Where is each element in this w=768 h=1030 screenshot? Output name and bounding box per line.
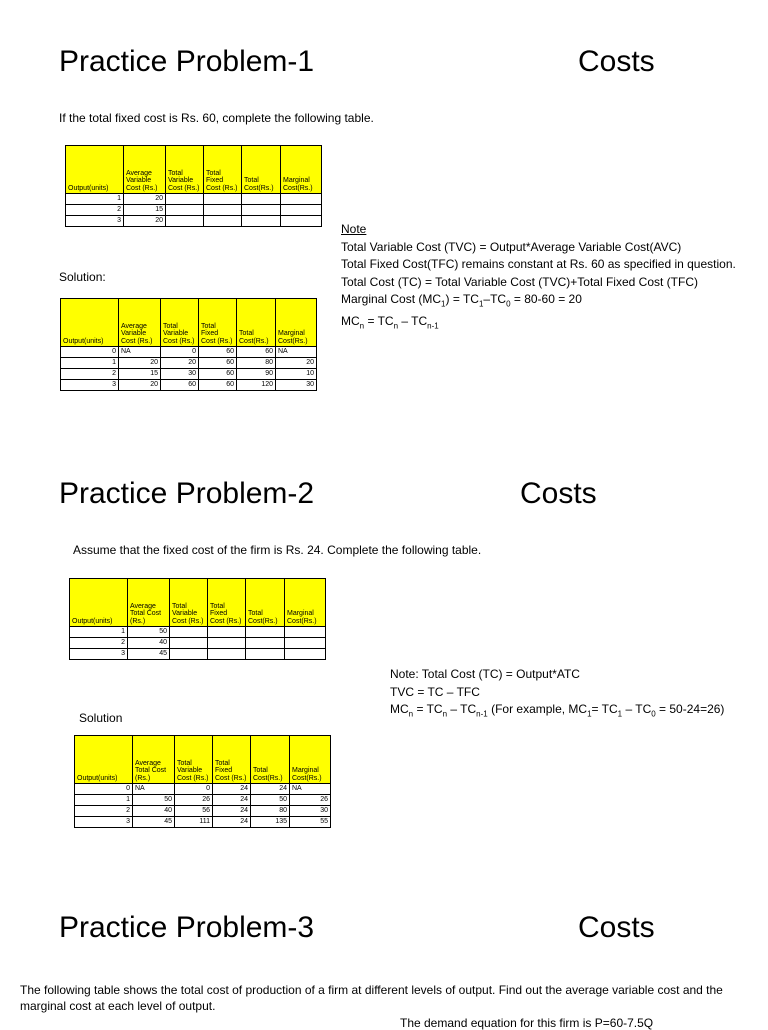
solution-note (341, 221, 736, 335)
table-cell: 0 (161, 347, 199, 358)
problem-statement: If the total fixed cost is Rs. 60, complete the following table. (59, 111, 374, 125)
table-cell (281, 216, 322, 227)
slide-title: Practice Problem-1 (59, 45, 315, 78)
table-cell: 90 (237, 369, 276, 380)
question-table (69, 578, 326, 660)
table-row (61, 347, 317, 358)
table-cell: 30 (276, 380, 317, 391)
table-cell: 40 (133, 806, 175, 817)
table-cell: 20 (161, 358, 199, 369)
slide-title: Practice Problem-3 (59, 911, 315, 944)
table-cell: 2 (70, 638, 128, 649)
solution-label: Solution (79, 711, 123, 725)
table-row (75, 806, 331, 817)
table-cell: 24 (213, 817, 251, 828)
table-cell (166, 194, 204, 205)
table-cell: 80 (251, 806, 290, 817)
header-tfc: Total Fixed Cost (Rs.) (208, 579, 246, 627)
header-output: Output(units) (61, 299, 119, 347)
table-cell: 111 (175, 817, 213, 828)
table-cell (166, 205, 204, 216)
table-cell: 30 (290, 806, 331, 817)
table-cell: 10 (276, 369, 317, 380)
table-cell (281, 205, 322, 216)
slide-topic: Costs (520, 477, 597, 510)
table-cell: 50 (128, 627, 170, 638)
table-cell: 56 (175, 806, 213, 817)
table-cell: 45 (128, 649, 170, 660)
table-cell: 2 (66, 205, 124, 216)
table-cell: 20 (276, 358, 317, 369)
table-cell: 20 (119, 358, 161, 369)
table-cell: 2 (61, 369, 119, 380)
header-output: Output(units) (66, 146, 124, 194)
table-cell: 120 (237, 380, 276, 391)
table-row (75, 784, 331, 795)
table-cell: 15 (124, 205, 166, 216)
table-row (70, 627, 326, 638)
table-cell: 60 (199, 380, 237, 391)
table-cell (246, 649, 285, 660)
table-row (75, 817, 331, 828)
table-cell: 24 (213, 795, 251, 806)
table-cell (204, 216, 242, 227)
table-cell: NA (119, 347, 161, 358)
table-cell: 1 (75, 795, 133, 806)
table-cell: 2 (75, 806, 133, 817)
table-cell: 24 (251, 784, 290, 795)
table-cell: 20 (124, 194, 166, 205)
table-body (66, 194, 322, 227)
table-cell (208, 627, 246, 638)
table-cell: 60 (199, 369, 237, 380)
table-cell: 0 (175, 784, 213, 795)
table-cell: 3 (75, 817, 133, 828)
table-cell (246, 638, 285, 649)
table-cell: 3 (70, 649, 128, 660)
table-cell (170, 627, 208, 638)
slide-practice-problem-1 (0, 0, 768, 432)
table-row (66, 216, 322, 227)
table-cell: 135 (251, 817, 290, 828)
header-tc: Total Cost(Rs.) (237, 299, 276, 347)
header-output: Output(units) (75, 736, 133, 784)
header-tvc: Total Variable Cost (Rs.) (161, 299, 199, 347)
table-cell: 26 (290, 795, 331, 806)
table-cell (242, 194, 281, 205)
problem-statement: The following table shows the total cost of production of a firm at different levels of output. Find out the average variable cost and the marginal cost at each level of output. (20, 983, 723, 1013)
table-cell: 50 (251, 795, 290, 806)
table-row (66, 194, 322, 205)
table-cell (246, 627, 285, 638)
table-cell: 30 (161, 369, 199, 380)
header-atc: Average Total Cost (Rs.) (133, 736, 175, 784)
table-body (75, 784, 331, 828)
table-cell: NA (133, 784, 175, 795)
note-line-mcn: $MC_n = TC_n - TC_{n-1}$ (For example, $MC_1= TC_1 - TC_0 = 50-24=26$) (390, 702, 725, 719)
note-line-mc1: Marginal Cost $(MC_1) = TC_1-TC_0 = 80-60 = 20$ (341, 292, 582, 309)
table-cell (242, 216, 281, 227)
table-cell: 60 (199, 347, 237, 358)
header-mc: Marginal Cost(Rs.) (290, 736, 331, 784)
note-line: Total Variable Cost (TVC) = Output*Average Variable Cost(AVC) (341, 239, 682, 254)
table-row (61, 369, 317, 380)
table-row (70, 649, 326, 660)
table-row (61, 358, 317, 369)
problem-statement: Assume that the fixed cost of the firm is Rs. 24. Complete the following table. (73, 543, 482, 557)
question-table (65, 145, 322, 227)
header-tc: Total Cost(Rs.) (242, 146, 281, 194)
header-tfc: Total Fixed Cost (Rs.) (204, 146, 242, 194)
table-body (70, 627, 326, 660)
table-cell (242, 205, 281, 216)
table-cell: NA (290, 784, 331, 795)
table-cell (281, 194, 322, 205)
table-cell (208, 638, 246, 649)
table-cell: 15 (119, 369, 161, 380)
table-cell: 3 (66, 216, 124, 227)
table-row (61, 380, 317, 391)
table-cell: 40 (128, 638, 170, 649)
header-tfc: Total Fixed Cost (Rs.) (199, 299, 237, 347)
note-line: Note: Total Cost (TC) = Output*ATC (390, 667, 580, 681)
table-cell (285, 638, 326, 649)
solution-table (74, 735, 331, 828)
table-cell: 20 (119, 380, 161, 391)
solution-note (390, 666, 724, 723)
table-cell (170, 649, 208, 660)
table-cell: 3 (61, 380, 119, 391)
table-cell: 1 (70, 627, 128, 638)
note-line: Total Fixed Cost(TFC) remains constant at Rs. 60 as specified in question. (341, 257, 736, 271)
table-cell: 1 (66, 194, 124, 205)
header-avc: Average Variable Cost (Rs.) (124, 146, 166, 194)
table-cell (208, 649, 246, 660)
note-line: TVC = TC – TFC (390, 684, 480, 699)
table-cell (204, 205, 242, 216)
slide-topic: Costs (578, 911, 655, 944)
table-cell: 45 (133, 817, 175, 828)
table-cell: 50 (133, 795, 175, 806)
note-heading: Note (341, 222, 367, 236)
table-cell (204, 194, 242, 205)
table-row (66, 205, 322, 216)
slide-practice-problem-3 (0, 864, 768, 1030)
header-atc: Average Total Cost (Rs.) (128, 579, 170, 627)
table-cell: 60 (237, 347, 276, 358)
header-output: Output(units) (70, 579, 128, 627)
solution-table (60, 298, 317, 391)
table-cell: 60 (161, 380, 199, 391)
table-row (70, 638, 326, 649)
solution-label: Solution: (59, 270, 106, 284)
table-row (75, 795, 331, 806)
table-cell: 0 (75, 784, 133, 795)
slide-practice-problem-2 (0, 432, 768, 864)
header-avc: Average Variable Cost (Rs.) (119, 299, 161, 347)
table-cell: 80 (237, 358, 276, 369)
header-tvc: Total Variable Cost (Rs.) (175, 736, 213, 784)
table-cell (285, 649, 326, 660)
table-cell: 24 (213, 806, 251, 817)
header-mc: Marginal Cost(Rs.) (276, 299, 317, 347)
header-mc: Marginal Cost(Rs.) (281, 146, 322, 194)
header-tvc: Total Variable Cost (Rs.) (166, 146, 204, 194)
slide-title: Practice Problem-2 (59, 477, 315, 510)
demand-equation: The demand equation for this firm is P=60-7.5Q (400, 1016, 654, 1030)
table-cell (285, 627, 326, 638)
note-line-mcn: $MC_n = TC_n - TC_{n-1}$ (341, 313, 439, 331)
header-tfc: Total Fixed Cost (Rs.) (213, 736, 251, 784)
table-cell: 55 (290, 817, 331, 828)
table-cell: 26 (175, 795, 213, 806)
table-body (61, 347, 317, 391)
table-cell (166, 216, 204, 227)
header-mc: Marginal Cost(Rs.) (285, 579, 326, 627)
table-cell: NA (276, 347, 317, 358)
header-tc: Total Cost(Rs.) (251, 736, 290, 784)
table-cell (170, 638, 208, 649)
note-line: Total Cost (TC) = Total Variable Cost (TVC)+Total Fixed Cost (TFC) (341, 274, 698, 289)
table-cell: 60 (199, 358, 237, 369)
header-tc: Total Cost(Rs.) (246, 579, 285, 627)
table-cell: 24 (213, 784, 251, 795)
table-cell: 20 (124, 216, 166, 227)
table-cell: 0 (61, 347, 119, 358)
table-cell: 1 (61, 358, 119, 369)
header-tvc: Total Variable Cost (Rs.) (170, 579, 208, 627)
slide-topic: Costs (578, 45, 655, 78)
